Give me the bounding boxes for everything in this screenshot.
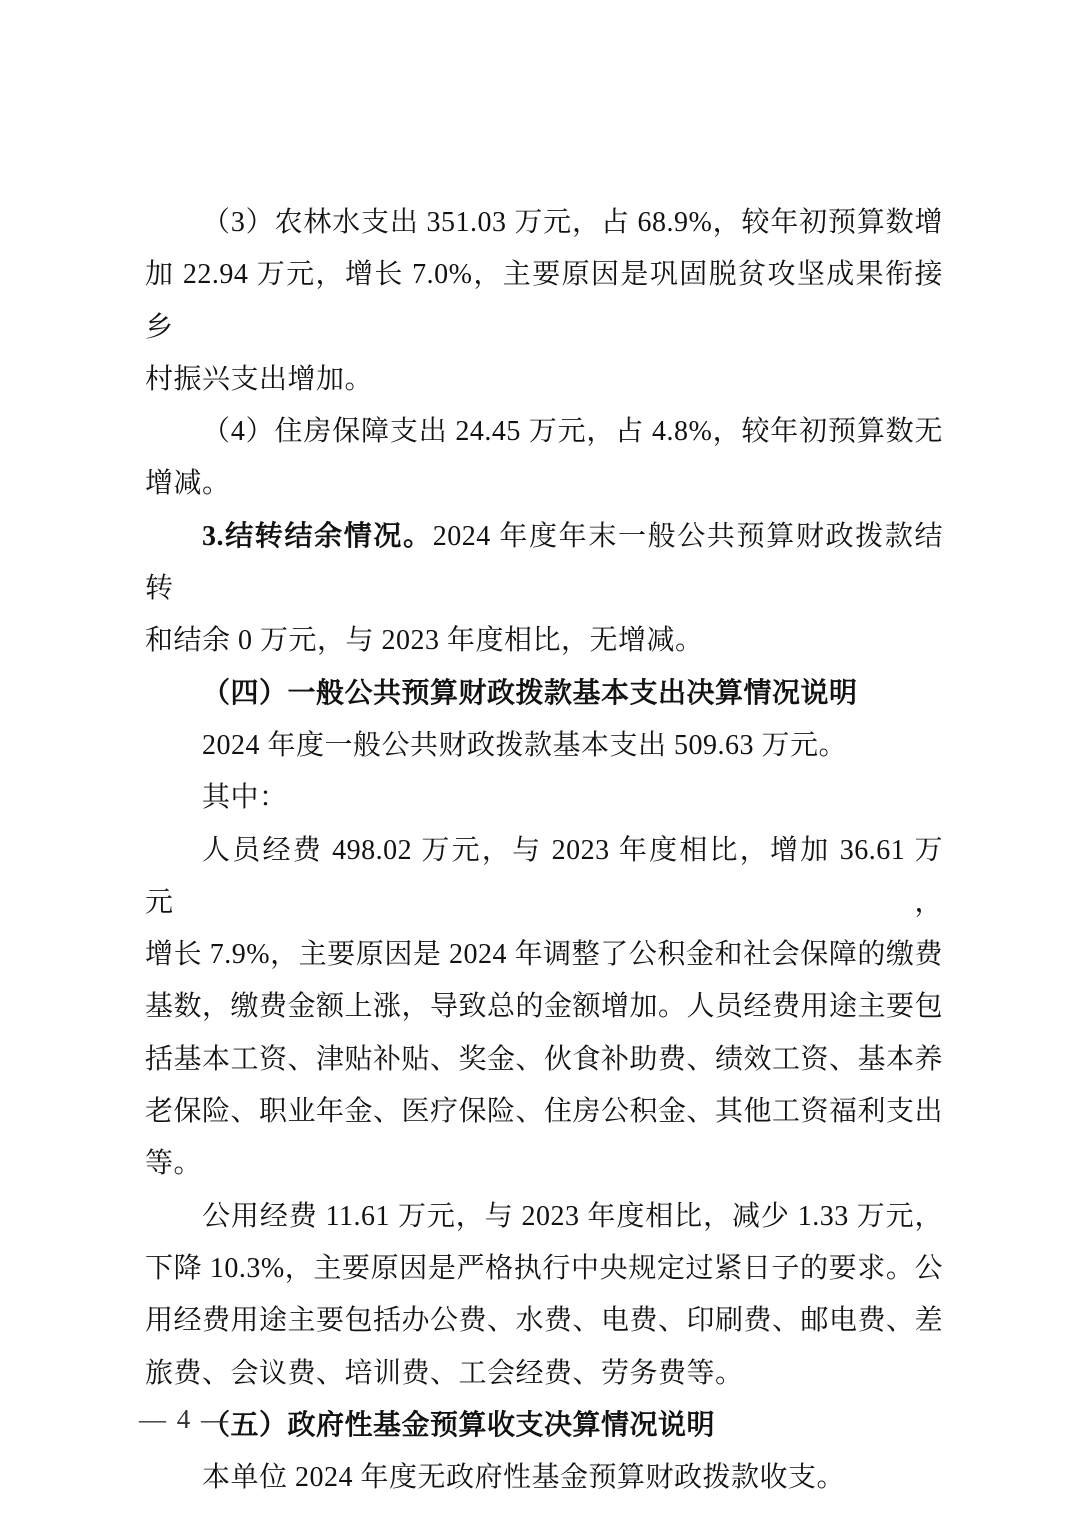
text-line <box>145 825 943 930</box>
text-line <box>145 1452 943 1504</box>
paragraph <box>145 1191 943 1400</box>
text-line <box>145 615 943 667</box>
text-segment: 人员经费 498.02 万元，与 2023 年度相比，增加 36.61 万元， <box>145 834 943 918</box>
text-segment: 2024 年度一般公共财政拨款基本支出 509.63 万元。 <box>202 729 848 761</box>
text-segment: 公用经费 11.61 万元，与 2023 年度相比，减少 1.33 万元， <box>202 1200 943 1232</box>
text-line <box>145 458 943 510</box>
section-heading <box>145 668 943 720</box>
text-segment: 下降 10.3%，主要原因是严格执行中央规定过紧日子的要求。公 <box>145 1252 943 1284</box>
page-footer <box>139 1404 230 1434</box>
text-line <box>145 1138 943 1190</box>
text-segment: 旅费、会议费、培训费、工会经费、劳务费等。 <box>145 1357 744 1389</box>
text-line <box>145 1243 943 1295</box>
paragraph <box>145 1452 943 1504</box>
text-line <box>145 511 943 616</box>
text-segment: 等。 <box>145 1148 203 1180</box>
text-line <box>145 668 943 720</box>
text-line <box>145 981 943 1033</box>
text-line <box>145 249 943 354</box>
text-line <box>145 1191 943 1243</box>
text-line <box>145 772 943 824</box>
text-segment: 和结余 0 万元，与 2023 年度相比，无增减。 <box>145 625 704 657</box>
text-line <box>145 1034 943 1086</box>
text-line <box>145 406 943 458</box>
paragraph <box>145 720 943 772</box>
paragraph <box>145 406 943 511</box>
text-segment: 基数，缴费金额上涨，导致总的金额增加。人员经费用途主要包 <box>145 991 944 1023</box>
text-segment: 2024 年度年末一般公共预算财政拨款结转 <box>145 520 943 605</box>
text-segment: 加 22.94 万元，增长 7.0%，主要原因是巩固脱贫攻坚成果衔接乡 <box>145 259 943 343</box>
text-line <box>145 197 943 249</box>
text-segment: （四）一般公共预算财政拨款基本支出决算情况说明 <box>202 677 858 709</box>
text-segment: 增减。 <box>145 468 231 500</box>
text-segment: 其中： <box>202 782 288 814</box>
paragraph <box>145 511 943 668</box>
bold-lead-text: 3.结转结余情况。 <box>202 520 433 552</box>
paragraph <box>145 772 943 824</box>
text-line <box>145 1086 943 1138</box>
text-line <box>145 1348 943 1400</box>
text-line <box>145 1295 943 1347</box>
text-segment: 用经费用途主要包括办公费、水费、电费、印刷费、邮电费、差 <box>145 1305 944 1337</box>
text-line <box>145 929 943 981</box>
paragraph <box>145 197 943 406</box>
text-line <box>145 354 943 406</box>
text-segment: （3）农林水支出 351.03 万元，占 68.9%，较年初预算数增 <box>202 207 943 238</box>
paragraph <box>145 825 943 1191</box>
text-line <box>145 1400 943 1452</box>
document-body <box>145 197 943 1504</box>
text-segment: 括基本工资、津贴补贴、奖金、伙食补助费、绩效工资、基本养 <box>145 1043 944 1075</box>
text-line <box>145 720 943 772</box>
text-segment: 老保险、职业年金、医疗保险、住房公积金、其他工资福利支出 <box>145 1096 944 1128</box>
section-heading <box>145 1400 943 1452</box>
text-segment: （五）政府性基金预算收支决算情况说明 <box>202 1409 716 1441</box>
text-segment: 村振兴支出增加。 <box>145 363 374 395</box>
text-segment: （4）住房保障支出 24.45 万元，占 4.8%，较年初预算数无 <box>202 416 943 448</box>
page-number: — 4 — <box>139 1404 230 1434</box>
text-segment: 本单位 2024 年度无政府性基金预算财政拨款收支。 <box>202 1462 846 1494</box>
text-segment: 增长 7.9%，主要原因是 2024 年调整了公积金和社会保障的缴费 <box>145 939 943 971</box>
